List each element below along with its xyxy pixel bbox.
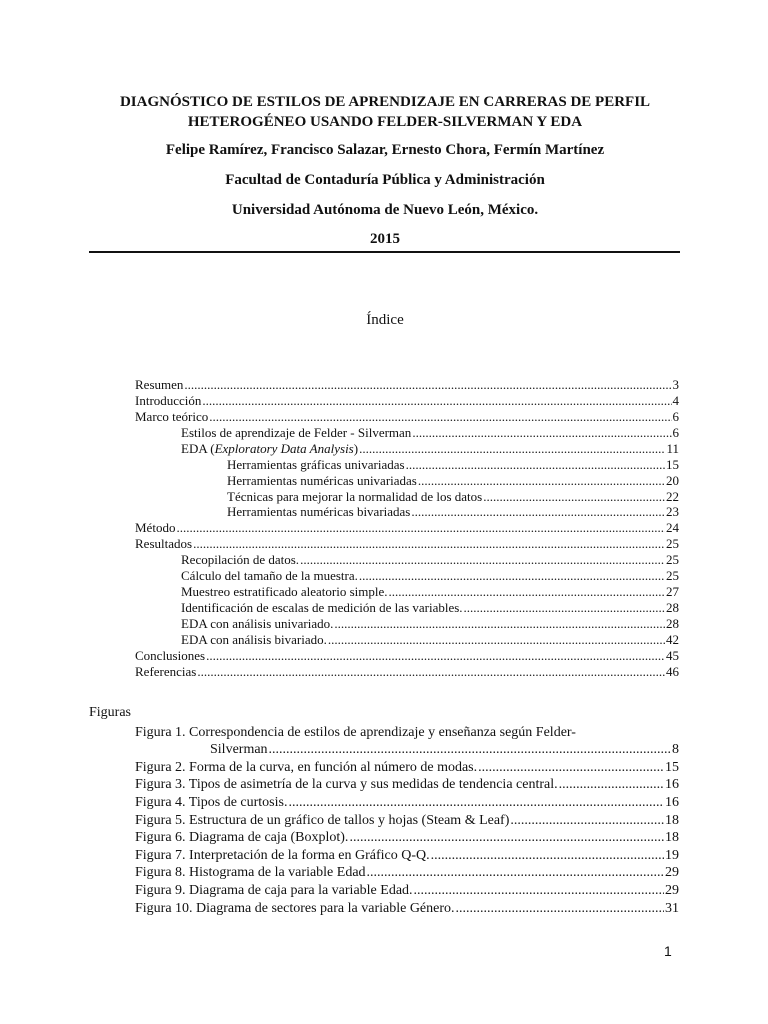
title-line-2: HETEROGÉNEO USANDO FELDER-SILVERMAN Y EDA [187, 114, 583, 130]
toc-entry [0, 583, 679, 599]
figure-entry-page: 19 [665, 847, 679, 863]
toc-leader-dots [359, 568, 665, 583]
toc-entry-label: Recopilación de datos. [181, 552, 300, 568]
toc-entry-label: Método [135, 520, 176, 536]
toc-entry-page: 27 [666, 584, 679, 600]
figure-leader-dots [478, 760, 664, 776]
figure-leader-dots [349, 830, 664, 846]
figure-entry-label: Figura 4. Tipos de curtosis. [135, 794, 288, 810]
toc-entry-label: EDA (Exploratory Data Analysis) [181, 440, 359, 456]
toc-entry-page: 3 [672, 376, 679, 392]
toc-entry [0, 615, 679, 631]
toc-entry-page: 45 [666, 647, 679, 663]
figure-entry-label: Figura 5. Estructura de un gráfico de tallos y hojas (Steam & Leaf) [135, 812, 510, 828]
toc-leader-dots [209, 409, 671, 424]
toc-entry-label: Estilos de aprendizaje de Felder - Silverman [181, 424, 412, 440]
figure-leader-dots [367, 865, 664, 881]
toc-entry [0, 504, 679, 520]
figure-leader-dots [269, 742, 671, 758]
figure-entry-page: 15 [665, 759, 679, 775]
header-divider [89, 251, 680, 253]
figure-entry-label: Figura 8. Histograma de la variable Edad [135, 865, 366, 881]
figure-entry-label-continuation: Silverman [210, 742, 268, 758]
toc-entry-label: Técnicas para mejorar la normalidad de los datos [227, 488, 483, 504]
toc-entry-page: 25 [666, 536, 679, 552]
toc-entry [0, 519, 679, 535]
toc-entry-page: 22 [666, 488, 679, 504]
figure-leader-dots [431, 848, 664, 864]
toc-entry-label: Cálculo del tamaño de la muestra. [181, 568, 358, 584]
toc-leader-dots [483, 489, 665, 504]
toc-entry [0, 631, 679, 647]
figure-entry [0, 881, 679, 899]
figure-entry-page: 18 [665, 812, 679, 828]
figure-leader-dots [288, 795, 664, 811]
authors: Felipe Ramírez, Francisco Salazar, Ernesto Chora, Fermín Martínez [165, 142, 605, 158]
toc-entry-label: EDA con análisis bivariado. [181, 631, 327, 647]
figure-entry-page: 29 [665, 882, 679, 898]
toc-entry-page: 6 [672, 408, 679, 424]
toc-entry-page: 25 [666, 552, 679, 568]
year: 2015 [370, 231, 400, 247]
faculty: Facultad de Contaduría Pública y Administración [225, 172, 545, 188]
toc-leader-dots [359, 441, 665, 456]
figure-entry-label: Figura 1. Correspondencia de estilos de aprendizaje y enseñanza según Felder- [135, 724, 576, 740]
table-of-contents [0, 376, 768, 679]
figure-leader-dots [559, 777, 664, 793]
toc-entry-page: 25 [666, 568, 679, 584]
figure-leader-dots [510, 813, 664, 829]
toc-entry [0, 456, 679, 472]
toc-entry [0, 647, 679, 663]
figure-entry-label: Figura 10. Diagrama de sectores para la variable Género. [135, 900, 455, 916]
toc-entry-label: Conclusiones [135, 647, 206, 663]
toc-entry [0, 567, 679, 583]
figures-heading: Figuras [89, 705, 131, 720]
index-heading: Índice [366, 312, 404, 328]
figure-entry-page: 8 [672, 742, 679, 758]
toc-entry-label: Identificación de escalas de medición de las variables. [181, 600, 463, 616]
toc-entry [0, 424, 679, 440]
toc-leader-dots [334, 616, 665, 631]
figure-entry-label: Figura 6. Diagrama de caja (Boxplot). [135, 830, 349, 846]
toc-leader-dots [202, 393, 671, 408]
figure-entry-label: Figura 2. Forma de la curva, en función al número de modas. [135, 759, 478, 775]
toc-entry-page: 15 [666, 456, 679, 472]
figure-leader-dots [456, 901, 664, 917]
toc-leader-dots [197, 664, 665, 679]
figure-leader-dots [414, 883, 664, 899]
toc-leader-dots [418, 473, 665, 488]
toc-entry [0, 408, 679, 424]
toc-entry-label: Resumen [135, 376, 184, 392]
toc-entry-label: Resultados [135, 536, 193, 552]
figure-entry-page: 31 [665, 900, 679, 916]
toc-leader-dots [206, 648, 665, 663]
toc-entry-label: Herramientas numéricas univariadas [227, 472, 417, 488]
toc-entry-page: 28 [666, 600, 679, 616]
toc-entry-label: EDA con análisis univariado. [181, 616, 334, 631]
toc-entry [0, 488, 679, 504]
toc-entry-page: 46 [666, 663, 679, 679]
toc-leader-dots [176, 520, 665, 535]
toc-leader-dots [193, 536, 665, 551]
toc-entry-page: 4 [672, 392, 679, 408]
figure-entry [0, 846, 679, 864]
toc-leader-dots [388, 584, 665, 599]
figure-entry-page: 16 [665, 777, 679, 793]
toc-entry [0, 551, 679, 567]
toc-leader-dots [300, 552, 665, 567]
figure-entry [0, 793, 679, 811]
toc-entry [0, 535, 679, 551]
toc-entry-label: Marco teórico [135, 408, 209, 424]
toc-leader-dots [328, 632, 665, 647]
figure-entry [0, 723, 679, 741]
toc-entry-label: Referencias [135, 663, 197, 679]
toc-entry [0, 376, 679, 392]
toc-entry [0, 663, 679, 679]
toc-entry-page: 20 [666, 472, 679, 488]
figure-entry-page: 16 [665, 794, 679, 810]
figure-entry [0, 864, 679, 882]
toc-leader-dots [184, 377, 671, 392]
page-number: 1 [664, 943, 672, 959]
figure-entry [0, 758, 679, 776]
toc-entry [0, 472, 679, 488]
toc-entry-page: 6 [672, 424, 679, 440]
toc-entry-page: 11 [666, 440, 679, 456]
figure-entry-label: Figura 3. Tipos de asimetría de la curva y sus medidas de tendencia central. [135, 777, 558, 793]
figure-entry [0, 811, 679, 829]
toc-leader-dots [411, 504, 665, 519]
toc-entry [0, 599, 679, 615]
toc-entry [0, 440, 679, 456]
title-line-1: DIAGNÓSTICO DE ESTILOS DE APRENDIZAJE EN CARRERAS DE PERFIL [119, 94, 651, 110]
figure-entry-page: 29 [665, 865, 679, 881]
toc-entry-label: Herramientas numéricas bivariadas [227, 504, 411, 520]
toc-leader-dots [406, 457, 665, 472]
toc-entry-page: 24 [666, 520, 679, 536]
figure-entry [0, 776, 679, 794]
university: Universidad Autónoma de Nuevo León, México. [231, 202, 539, 218]
toc-entry-page: 28 [666, 616, 679, 631]
figure-entry [0, 829, 679, 847]
figure-entry-continuation [0, 741, 679, 759]
toc-leader-dots [464, 600, 665, 615]
figures-list [0, 723, 768, 917]
toc-entry-page: 23 [666, 504, 679, 520]
toc-entry-label: Introducción [135, 392, 202, 408]
figure-entry [0, 899, 679, 917]
figure-entry-page: 18 [665, 830, 679, 846]
toc-entry-label: Muestreo estratificado aleatorio simple. [181, 584, 388, 600]
toc-entry [0, 392, 679, 408]
toc-entry-label: Herramientas gráficas univariadas [227, 456, 405, 472]
toc-leader-dots [412, 425, 671, 440]
figure-entry-label: Figura 7. Interpretación de la forma en Gráfico Q-Q. [135, 847, 430, 863]
toc-entry-page: 42 [666, 631, 679, 647]
figure-entry-label: Figura 9. Diagrama de caja para la variable Edad. [135, 882, 413, 898]
